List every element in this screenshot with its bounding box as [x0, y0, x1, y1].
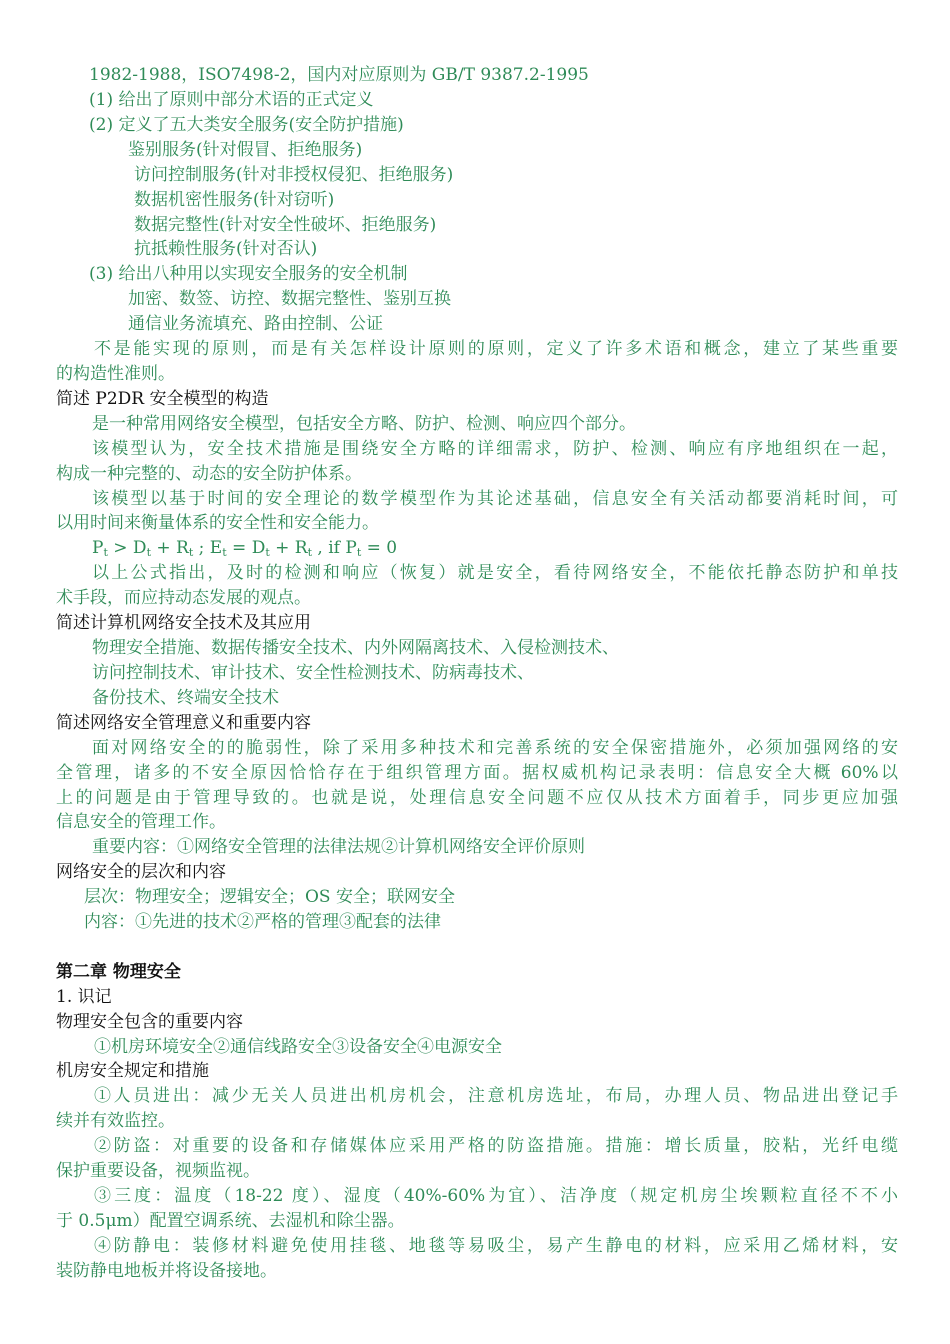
text-line: 构成一种完整的、动态的安全防护体系。 [56, 464, 362, 484]
section-heading: 简述 P2DR 安全模型的构造 [56, 389, 269, 409]
text-line: 于 0.5μm）配置空调系统、去湿机和除尘器。 [56, 1211, 405, 1231]
section-heading: 物理安全包含的重要内容 [56, 1012, 243, 1032]
text-line: (3) 给出八种用以实现安全服务的安全机制 [89, 264, 408, 284]
text-line: 装防静电地板并将设备接地。 [56, 1261, 277, 1281]
text-line: 保护重要设备，视频监视。 [56, 1161, 260, 1181]
formula-sub: t [188, 546, 194, 559]
formula-plus-r: + R [150, 538, 189, 558]
text-line: 术手段，而应持动态发展的观点。 [56, 588, 311, 608]
text-line: 该模型以基于时间的安全理论的数学模型作为其论述基础，信息安全有关活动都要消耗时间，可 [92, 489, 898, 509]
text-line: 数据完整性(针对安全性破坏、拒绝服务) [134, 215, 437, 235]
text-line: 抗抵赖性服务(针对否认) [134, 239, 318, 259]
section-heading: 简述计算机网络安全技术及其应用 [56, 613, 311, 633]
text-line: 续并有效监控。 [56, 1111, 175, 1131]
text-line: 内容：①先进的技术②严格的管理③配套的法律 [84, 912, 441, 932]
formula-sub: t [265, 546, 270, 559]
formula-sub: t [103, 546, 108, 559]
text-line: 该模型认为，安全技术措施是围绕安全方略的详细需求，防护、检测、响应有序地组织在一起， [92, 439, 898, 459]
section-heading: 机房安全规定和措施 [56, 1061, 209, 1081]
text-line: 以用时间来衡量体系的安全性和安全能力。 [56, 513, 379, 533]
text-line: 重要内容：①网络安全管理的法律法规②计算机网络安全评价原则 [92, 837, 585, 857]
formula-sub: t [222, 546, 227, 559]
formula-plus-r: + R [269, 538, 308, 558]
formula-sub: t [146, 546, 151, 559]
text-line: 访问控制技术、审计技术、安全性检测技术、防病毒技术、 [92, 663, 534, 683]
text-line: 信息安全的管理工作。 [56, 812, 226, 832]
text-line: 不是能实现的原则，而是有关怎样设计原则的原则，定义了许多术语和概念，建立了某些重要 [94, 339, 898, 359]
text-line: 的构造性准则。 [56, 364, 175, 384]
text-line: 数据机密性服务(针对窃听) [134, 190, 335, 210]
formula-gt: > D [107, 538, 147, 558]
section-heading: 网络安全的层次和内容 [56, 862, 226, 882]
text-line: 以上公式指出，及时的检测和响应（恢复）就是安全，看待网络安全，不能依托静态防护和单技 [92, 563, 898, 583]
text-line: (2) 定义了五大类安全服务(安全防护措施) [89, 115, 404, 135]
formula-eq: = D [226, 538, 266, 558]
formula-tail: , if P [312, 538, 357, 558]
formula-sep: ; E [193, 538, 223, 558]
text-line: 全管理，诸多的不安全原因恰恰存在于组织管理方面。据权威机构记录表明：信息安全大概 60%以 [56, 763, 898, 783]
text-line: ②防盗：对重要的设备和存储媒体应采用严格的防盗措施。措施：增长质量，胶粘，光纤电缆 [94, 1136, 898, 1156]
text-line: ①人员进出：减少无关人员进出机房机会，注意机房选址，布局，办理人员、物品进出登记手 [94, 1086, 898, 1106]
text-line: 是一种常用网络安全模型，包括安全方略、防护、检测、响应四个部分。 [92, 414, 636, 434]
text-line: 访问控制服务(针对非授权侵犯、拒绝服务) [134, 165, 454, 185]
text-line: 1982-1988，ISO7498-2，国内对应原则为 GB/T 9387.2-1995 [89, 65, 589, 85]
text-line: 加密、数签、访控、数据完整性、鉴别互换 [128, 289, 451, 309]
text-line: 备份技术、终端安全技术 [92, 688, 279, 708]
text-line: ①机房环境安全②通信线路安全③设备安全④电源安全 [94, 1037, 502, 1057]
section-heading: 简述网络安全管理意义和重要内容 [56, 713, 311, 733]
formula-sub: t [307, 546, 313, 559]
formula-line [56, 536, 898, 560]
subsection-heading: 1. 识记 [56, 987, 112, 1007]
formula-p: P [92, 538, 104, 558]
text-line: 通信业务流填充、路由控制、公证 [128, 314, 383, 334]
text-line: ③三度：温度（18-22 度）、湿度（40%-60%为宜）、洁净度（规定机房尘埃颗粒直径不不小 [94, 1186, 898, 1206]
text-line: 层次：物理安全；逻辑安全；OS 安全；联网安全 [84, 887, 455, 907]
text-line: 上的问题是由于管理导致的。也就是说，处理信息安全问题不应仅从技术方面着手，同步更应加强 [56, 788, 898, 808]
text-line: 面对网络安全的的脆弱性，除了采用多种技术和完善系统的安全保密措施外，必须加强网络的安 [92, 738, 898, 758]
formula-sub: t [356, 546, 362, 559]
text-line: ④防静电：装修材料避免使用挂毯、地毯等易吸尘，易产生静电的材料，应采用乙烯材料，安 [94, 1236, 898, 1256]
chapter-heading: 第二章 物理安全 [56, 962, 181, 982]
text-line: 物理安全措施、数据传播安全技术、内外网隔离技术、入侵检测技术、 [92, 638, 619, 658]
text-line: (1) 给出了原则中部分术语的正式定义 [89, 90, 374, 110]
formula-zero: = 0 [361, 538, 398, 558]
text-line: 鉴别服务(针对假冒、拒绝服务) [128, 140, 363, 160]
